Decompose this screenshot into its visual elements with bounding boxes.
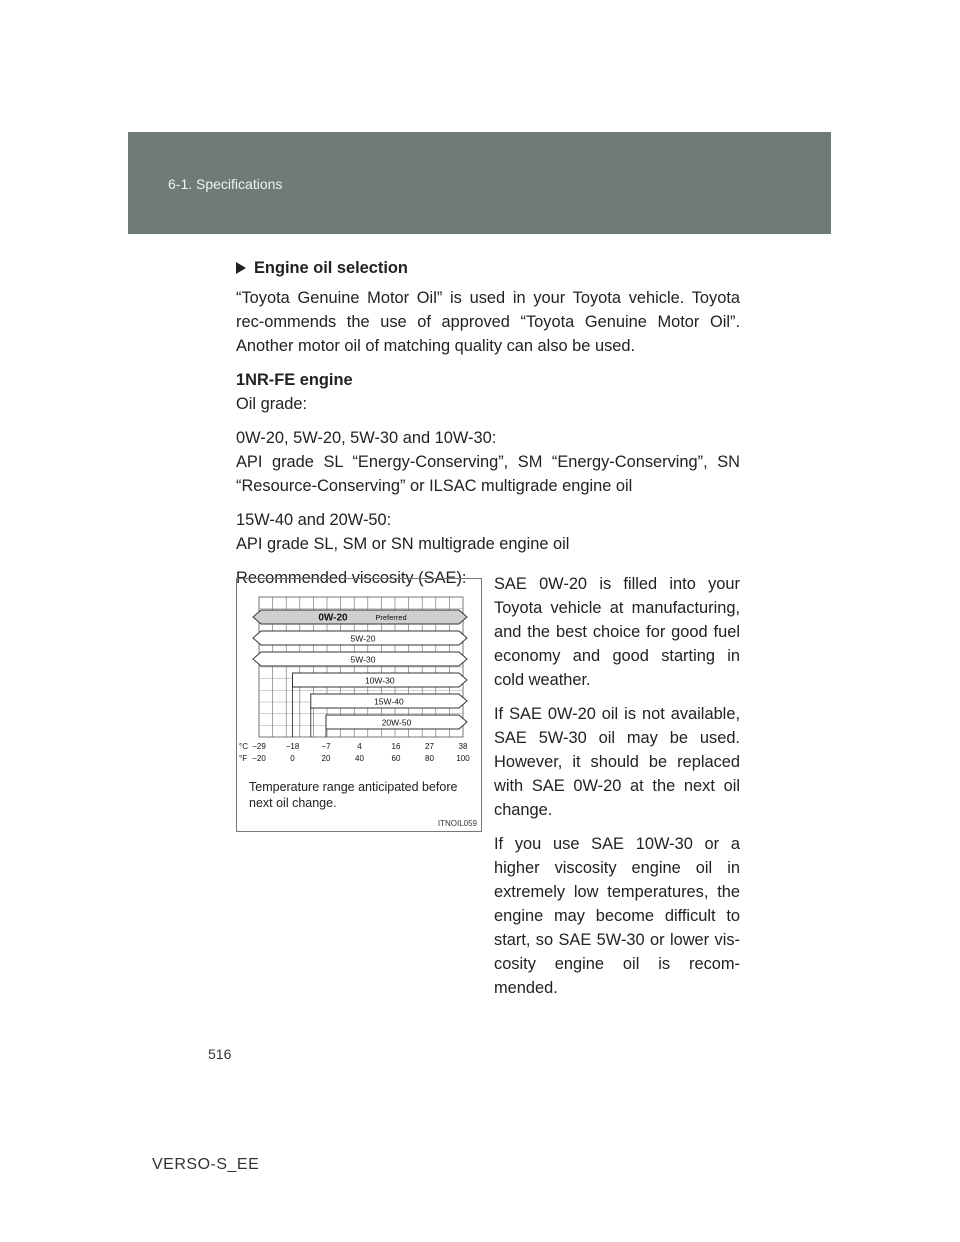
grades-1-text: API grade SL “Energy-Conserving”, SM “Energy-Conserving”, SN “Resource-Conserving” or ILSAC multigrade engine oil [236,453,740,495]
fahrenheit-unit-label: °F [239,754,248,763]
celsius-tick-label: 4 [357,742,362,751]
fahrenheit-tick-label: 20 [321,754,331,763]
right-paragraph-1: SAE 0W-20 is filled into your Toyota vehicle at manufacturing, and the best choice for good fuel economy and good starting in cold weather. [494,575,740,689]
bar-label: 15W-40 [374,696,404,707]
bar-label: 5W-20 [350,633,376,644]
chart-caption: Temperature range anticipated before next oil change. [249,780,458,810]
fahrenheit-tick-label: 40 [355,754,364,763]
right-paragraph-2: If SAE 0W-20 oil is not available, SAE 5W-30 oil may be used. However, it should be replaced with SAE 0W-20 at the next oil change. [494,705,740,819]
preferred-label: Preferred [375,613,407,622]
celsius-tick-label: 16 [391,742,401,751]
viscosity-label: Recommended viscosity (SAE): [236,569,467,587]
fahrenheit-tick-label: −20 [252,754,266,763]
viscosity-chart [236,578,482,832]
engine-label: 1NR-FE engine [236,371,353,389]
heading-text: Engine oil selection [254,259,408,277]
fahrenheit-tick-label: 60 [391,754,401,763]
page-number: 516 [208,1046,232,1062]
right-paragraph-3: If you use SAE 10W-30 or a higher viscosity engine oil in extremely low temperatures, the engine may become difficult to start, so SAE 5W-30 or lower vis-cosity engine oil is recom-mended. [494,835,740,997]
bar-label: 20W-50 [381,717,412,728]
bar-label: 0W-20 [318,612,348,624]
section-title: 6-1. Specifications [168,176,283,192]
bullet-triangle-icon [236,262,246,274]
celsius-tick-label: −7 [321,742,331,751]
oil-grade-label: Oil grade: [236,395,308,413]
figure-id: ITNOIL059 [437,819,477,828]
celsius-tick-label: 38 [458,742,468,751]
grades-1-title: 0W-20, 5W-20, 5W-30 and 10W-30: [236,429,497,447]
bar-label: 5W-30 [350,654,376,665]
section-header [128,132,831,234]
fahrenheit-tick-label: 80 [425,754,434,763]
right-column [494,572,740,1010]
bar-0w-20 [253,610,467,624]
fahrenheit-tick-label: 100 [456,754,470,763]
main-content [236,256,740,600]
viscosity-chart-svg [237,579,483,779]
intro-paragraph: “Toyota Genuine Motor Oil” is used in your Toyota vehicle. Toyota rec-ommends the use of approved “Toyota Genuine Motor Oil”. Another motor oil of matching quality can also be used. [236,289,740,355]
celsius-tick-label: −29 [252,742,266,751]
grades-2-text: API grade SL, SM or SN multigrade engine oil [236,535,570,553]
engine-oil-heading [236,256,740,280]
bar-label: 10W-30 [364,675,395,686]
grades-2-title: 15W-40 and 20W-50: [236,511,392,529]
celsius-tick-label: 27 [425,742,434,751]
footer-code: VERSO-S_EE [152,1156,260,1173]
celsius-unit-label: °C [239,742,248,751]
celsius-tick-label: −18 [285,742,300,751]
fahrenheit-tick-label: 0 [290,754,295,763]
